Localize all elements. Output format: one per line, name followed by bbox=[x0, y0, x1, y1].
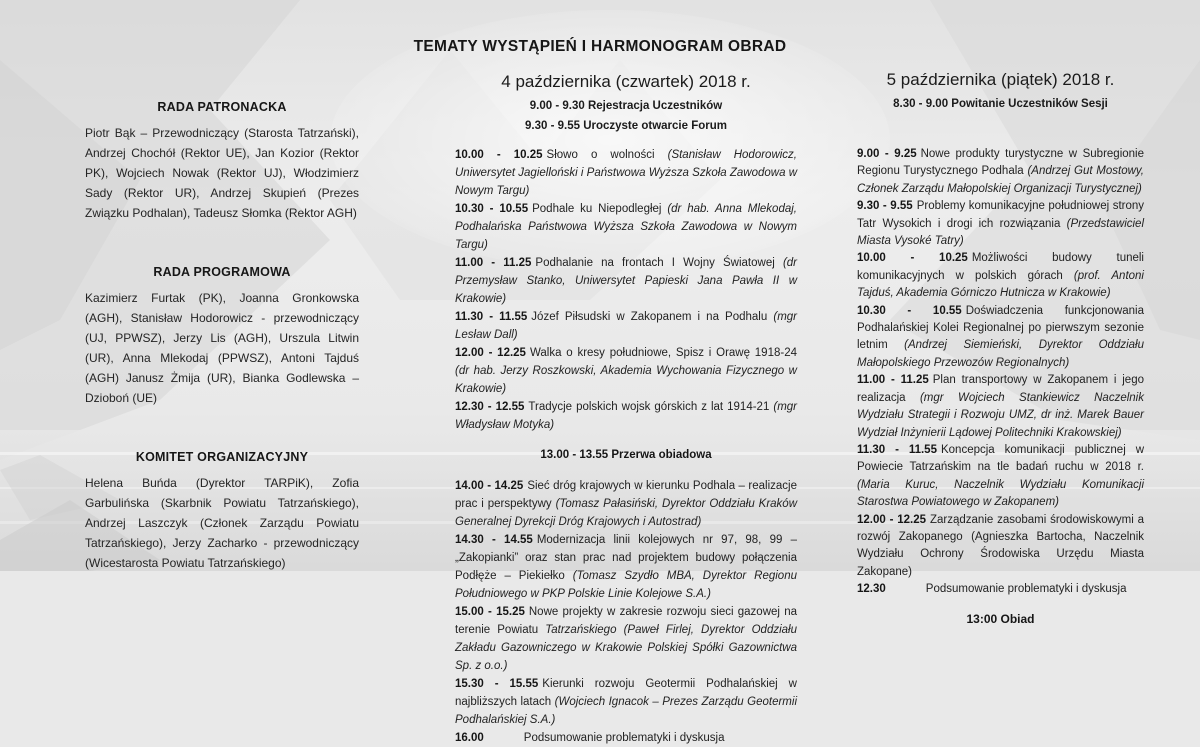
talk-title: Józef Piłsudski w Zakopanem i na Podhalu bbox=[531, 311, 768, 323]
talk-title: Problemy komunikacyjne południowej strony Tatr Wysokich i drogi ich rozwiązania bbox=[857, 200, 1145, 230]
talk-time: 11.30 - 11.55 bbox=[857, 443, 937, 456]
talk-item bbox=[455, 398, 797, 434]
day2-lunch-line: 13:00 Obiad bbox=[966, 611, 1035, 626]
talk-time: 11.00 - 11.25 bbox=[455, 257, 532, 269]
talk-speaker: (Tomasz Szydło MBA, Dyrektor Regionu Południowego w PKP Polskie Linie Kolejowe S.A.) bbox=[455, 570, 797, 600]
talk-item bbox=[857, 372, 1144, 442]
talk-title: Słowo o wolności bbox=[546, 149, 655, 161]
talk-time: 11.30 - 11.55 bbox=[455, 311, 528, 323]
committees-column bbox=[85, 100, 359, 615]
talk-time: 10.30 - 10.55 bbox=[857, 304, 962, 317]
opening-label: Powitanie Uczestników Sesji bbox=[951, 98, 1108, 110]
opening-time: 9.00 - 9.30 bbox=[529, 100, 585, 112]
talk-title: Koncepcja komunikacji publicznej w Powiecie Tatrzańskim na tle badań ruchu w 2018 r. bbox=[857, 443, 1144, 474]
talk-title: Walka o kresy południowe, Spisz i Orawę 1918-24 bbox=[529, 347, 797, 359]
talk-speaker: (dr hab. Anna Mlekodaj, Podhalańska Państwowa Wyższa Szkoła Zawodowa w Nowym Targu) bbox=[455, 203, 797, 251]
talk-time: 14.30 - 14.55 bbox=[455, 534, 533, 546]
committee-members: Piotr Bąk – Przewodniczący (Starosta Tatrzański), Andrzej Chochół (Rektor UE), Jan Kozior (Rektor PK), Wojciech Nowak (Rektor UJ), Włodzimierz Sady (Rektor UR), Andrzej Skupień (Prezes Związku Podhalan), Tadeusz Słomka (Rektor AGH) bbox=[85, 126, 359, 220]
talk-time: 9.30 - 9.55 bbox=[857, 200, 913, 213]
talk-item bbox=[857, 250, 1144, 302]
day1-morning-talks bbox=[455, 146, 797, 434]
talk-title: Plan transportowy w Zakopanem i jego realizacja bbox=[857, 374, 1144, 404]
talk-item bbox=[857, 442, 1144, 512]
opening-time: 8.30 - 9.00 bbox=[893, 98, 949, 110]
committee-heading: RADA PROGRAMOWA bbox=[153, 265, 291, 279]
day2-opening-lines bbox=[857, 97, 1144, 112]
talk-speaker: (Maria Kuruc, Naczelnik Wydziału Komunikacji Starostwa Powiatowego w Zakopanem) bbox=[857, 478, 1144, 509]
talk-speaker: (Andrzej Gut Mostowy, Członek Zarządu Małopolskiej Organizacji Turystycznej) bbox=[857, 165, 1144, 195]
day2-column bbox=[857, 70, 1144, 626]
talk-time: 14.00 - 14.25 bbox=[455, 480, 524, 492]
talk-item bbox=[857, 303, 1144, 373]
talk-time: 10.00 - 10.25 bbox=[455, 149, 543, 161]
day1-summary-line bbox=[455, 729, 797, 747]
talk-title: Podhale ku Niepodległej bbox=[532, 203, 662, 215]
talk-speaker: (Andrzej Siemieński, Dyrektor Oddziału Małopolskiego Przewozów Regionalnych) bbox=[857, 339, 1144, 369]
day1-afternoon-talks bbox=[455, 477, 797, 729]
day1-date-heading: 4 października (czwartek) 2018 r. bbox=[501, 72, 751, 91]
talk-time: 12.00 - 12.25 bbox=[857, 513, 926, 526]
talk-speaker: (prof. Antoni Tajduś, Akademia Górniczo Hutnicza w Krakowie) bbox=[857, 269, 1144, 300]
talk-item bbox=[455, 603, 797, 675]
talk-title: Nowe projekty w zakresie rozwoju sieci gazowej na terenie Powiatu bbox=[455, 606, 797, 636]
talk-speaker: (mgr Władysław Motyka) bbox=[455, 401, 797, 431]
summary-label: Podsumowanie problematyki i dyskusja bbox=[523, 732, 725, 744]
talk-item bbox=[455, 146, 797, 200]
talk-time: 12.30 - 12.55 bbox=[455, 401, 525, 413]
talk-speaker: (mgr Wojciech Stankiewicz Naczelnik Wydziału Strategii i Rozwoju UMZ, dr inż. Marek Bauer Wydział Inżynierii Lądowej Politechniki Krakowskiej) bbox=[857, 391, 1144, 439]
committee-heading: RADA PATRONACKA bbox=[157, 100, 287, 114]
talk-time: 9.00 - 9.25 bbox=[857, 148, 917, 160]
day1-column bbox=[455, 72, 797, 747]
talk-title: Doświadczenia funkcjonowania Podhalańskiej Kolei Regionalnej po pierwszym sezonie letnim bbox=[857, 304, 1144, 352]
day2-date-heading: 5 października (piątek) 2018 r. bbox=[886, 70, 1115, 89]
talk-time: 12.00 - 12.25 bbox=[455, 347, 526, 359]
committee-section bbox=[85, 265, 359, 408]
talk-item bbox=[857, 146, 1144, 198]
talk-item bbox=[455, 531, 797, 603]
talk-time: 15.30 - 15.55 bbox=[455, 678, 539, 690]
opening-line bbox=[455, 99, 797, 114]
page-title: TEMATY WYSTĄPIEŃ I HARMONOGRAM OBRAD bbox=[413, 38, 787, 55]
committee-members: Helena Buńda (Dyrektor TARPiK), Zofia Garbulińska (Skarbnik Powiatu Tatrzańskiego), Andrzej Laszczyk (Członek Zarządu Powiatu Tatrzańskiego), Jerzy Zacharko - przewodniczący (Wicestarosta Powiatu Tatrzańskiego) bbox=[85, 476, 359, 570]
talk-item bbox=[455, 200, 797, 254]
talk-title: Kierunki rozwoju Geotermii Podhalańskiej w najbliższych latach bbox=[455, 678, 797, 708]
talk-item bbox=[455, 477, 797, 531]
talk-title: Sieć dróg krajowych w kierunku Podhala – realizacje prac i perspektywy bbox=[455, 480, 797, 510]
talk-title: Tradycje polskich wojsk górskich z lat 1914-21 bbox=[528, 401, 770, 413]
talk-speaker: (Przedstawiciel Miasta Vysoké Tatry) bbox=[857, 217, 1144, 248]
committee-section bbox=[85, 450, 359, 573]
talk-item bbox=[455, 675, 797, 729]
talk-title: Modernizacja linii kolejowych nr 97, 98, 99 – „Zakopianki” oraz stan prac nad projektem budowy połączenia Podłęże – Piekiełko bbox=[455, 534, 797, 582]
talk-item bbox=[455, 308, 797, 344]
summary-label: Podsumowanie problematyki i dyskusja bbox=[925, 583, 1127, 596]
committee-section bbox=[85, 100, 359, 223]
talk-item bbox=[455, 254, 797, 308]
opening-label: Uroczyste otwarcie Forum bbox=[583, 120, 727, 132]
talk-title: Nowe produkty turystyczne w Subregionie Regionu Turystycznego Podhala bbox=[857, 148, 1144, 178]
talk-title: Podhalanie na frontach I Wojny Światowej bbox=[535, 257, 775, 269]
talk-title: Zarządzanie zasobami środowiskowymi a rozwój Zakopanego (Agnieszka Bartocha, Naczelnik Wydziału Ochrony Środowiska Urzędu Miasta Zakopane) bbox=[857, 513, 1144, 578]
talk-speaker: (Tomasz Pałasiński, Dyrektor Oddziału Kraków Generalnej Dyrekcji Dróg Krajowych i Autostrad) bbox=[455, 498, 797, 528]
committee-heading: KOMITET ORGANIZACYJNY bbox=[135, 450, 309, 464]
day1-opening-lines bbox=[455, 99, 797, 134]
day2-summary-line bbox=[857, 581, 1144, 598]
talk-item bbox=[455, 344, 797, 398]
summary-time: 12.30 bbox=[857, 583, 886, 596]
talk-title: Możliwości budowy tuneli komunikacyjnych w polskich górach bbox=[857, 252, 1144, 282]
talk-speaker: (dr hab. Jerzy Roszkowski, Akademia Wychowania Fizycznego w Krakowie) bbox=[455, 365, 797, 395]
talk-time: 10.30 - 10.55 bbox=[455, 203, 529, 215]
talk-time: 11.00 - 11.25 bbox=[857, 374, 929, 387]
lunch-break-line: 13.00 - 13.55 Przerwa obiadowa bbox=[540, 449, 712, 461]
talk-speaker: (dr Przemysław Stanko, Uniwersytet Papieski Jana Pawła II w Krakowie) bbox=[455, 257, 797, 305]
opening-line bbox=[455, 119, 797, 134]
opening-time: 9.30 - 9.55 bbox=[525, 120, 580, 132]
committee-members: Kazimierz Furtak (PK), Joanna Gronkowska (AGH), Stanisław Hodorowicz - przewodniczący (UJ, PPWSZ), Jerzy Lis (AGH), Urszula Litwin (UR), Anna Mlekodaj (PPWSZ), Antoni Tajduś (AGH) Janusz Żmija (UR), Bianka Godlewska – Dzioboń (UE) bbox=[85, 291, 359, 405]
talk-item bbox=[857, 198, 1144, 250]
talk-speaker: (mgr Lesław Dall) bbox=[455, 311, 797, 341]
day2-talks bbox=[857, 146, 1144, 581]
talk-speaker: (Stanisław Hodorowicz, Uniwersytet Jagielloński i Państwowa Wyższa Szkoła Zawodowa w Nowym Targu) bbox=[455, 149, 798, 197]
talk-time: 15.00 - 15.25 bbox=[455, 606, 525, 618]
talk-speaker: Tatrzańskiego (Paweł Firlej, Dyrektor Oddziału Zakładu Gazowniczego w Krakowie Polskiej Spółki Gazownictwa Sp. z o.o.) bbox=[455, 624, 797, 672]
talk-time: 10.00 - 10.25 bbox=[857, 252, 968, 265]
opening-label: Rejestracja Uczestników bbox=[587, 100, 723, 112]
talk-speaker: (Wojciech Ignacok – Prezes Zarządu Geotermii Podhalańskiej S.A.) bbox=[455, 696, 797, 726]
summary-time: 16.00 bbox=[455, 732, 484, 744]
opening-line bbox=[857, 97, 1144, 112]
